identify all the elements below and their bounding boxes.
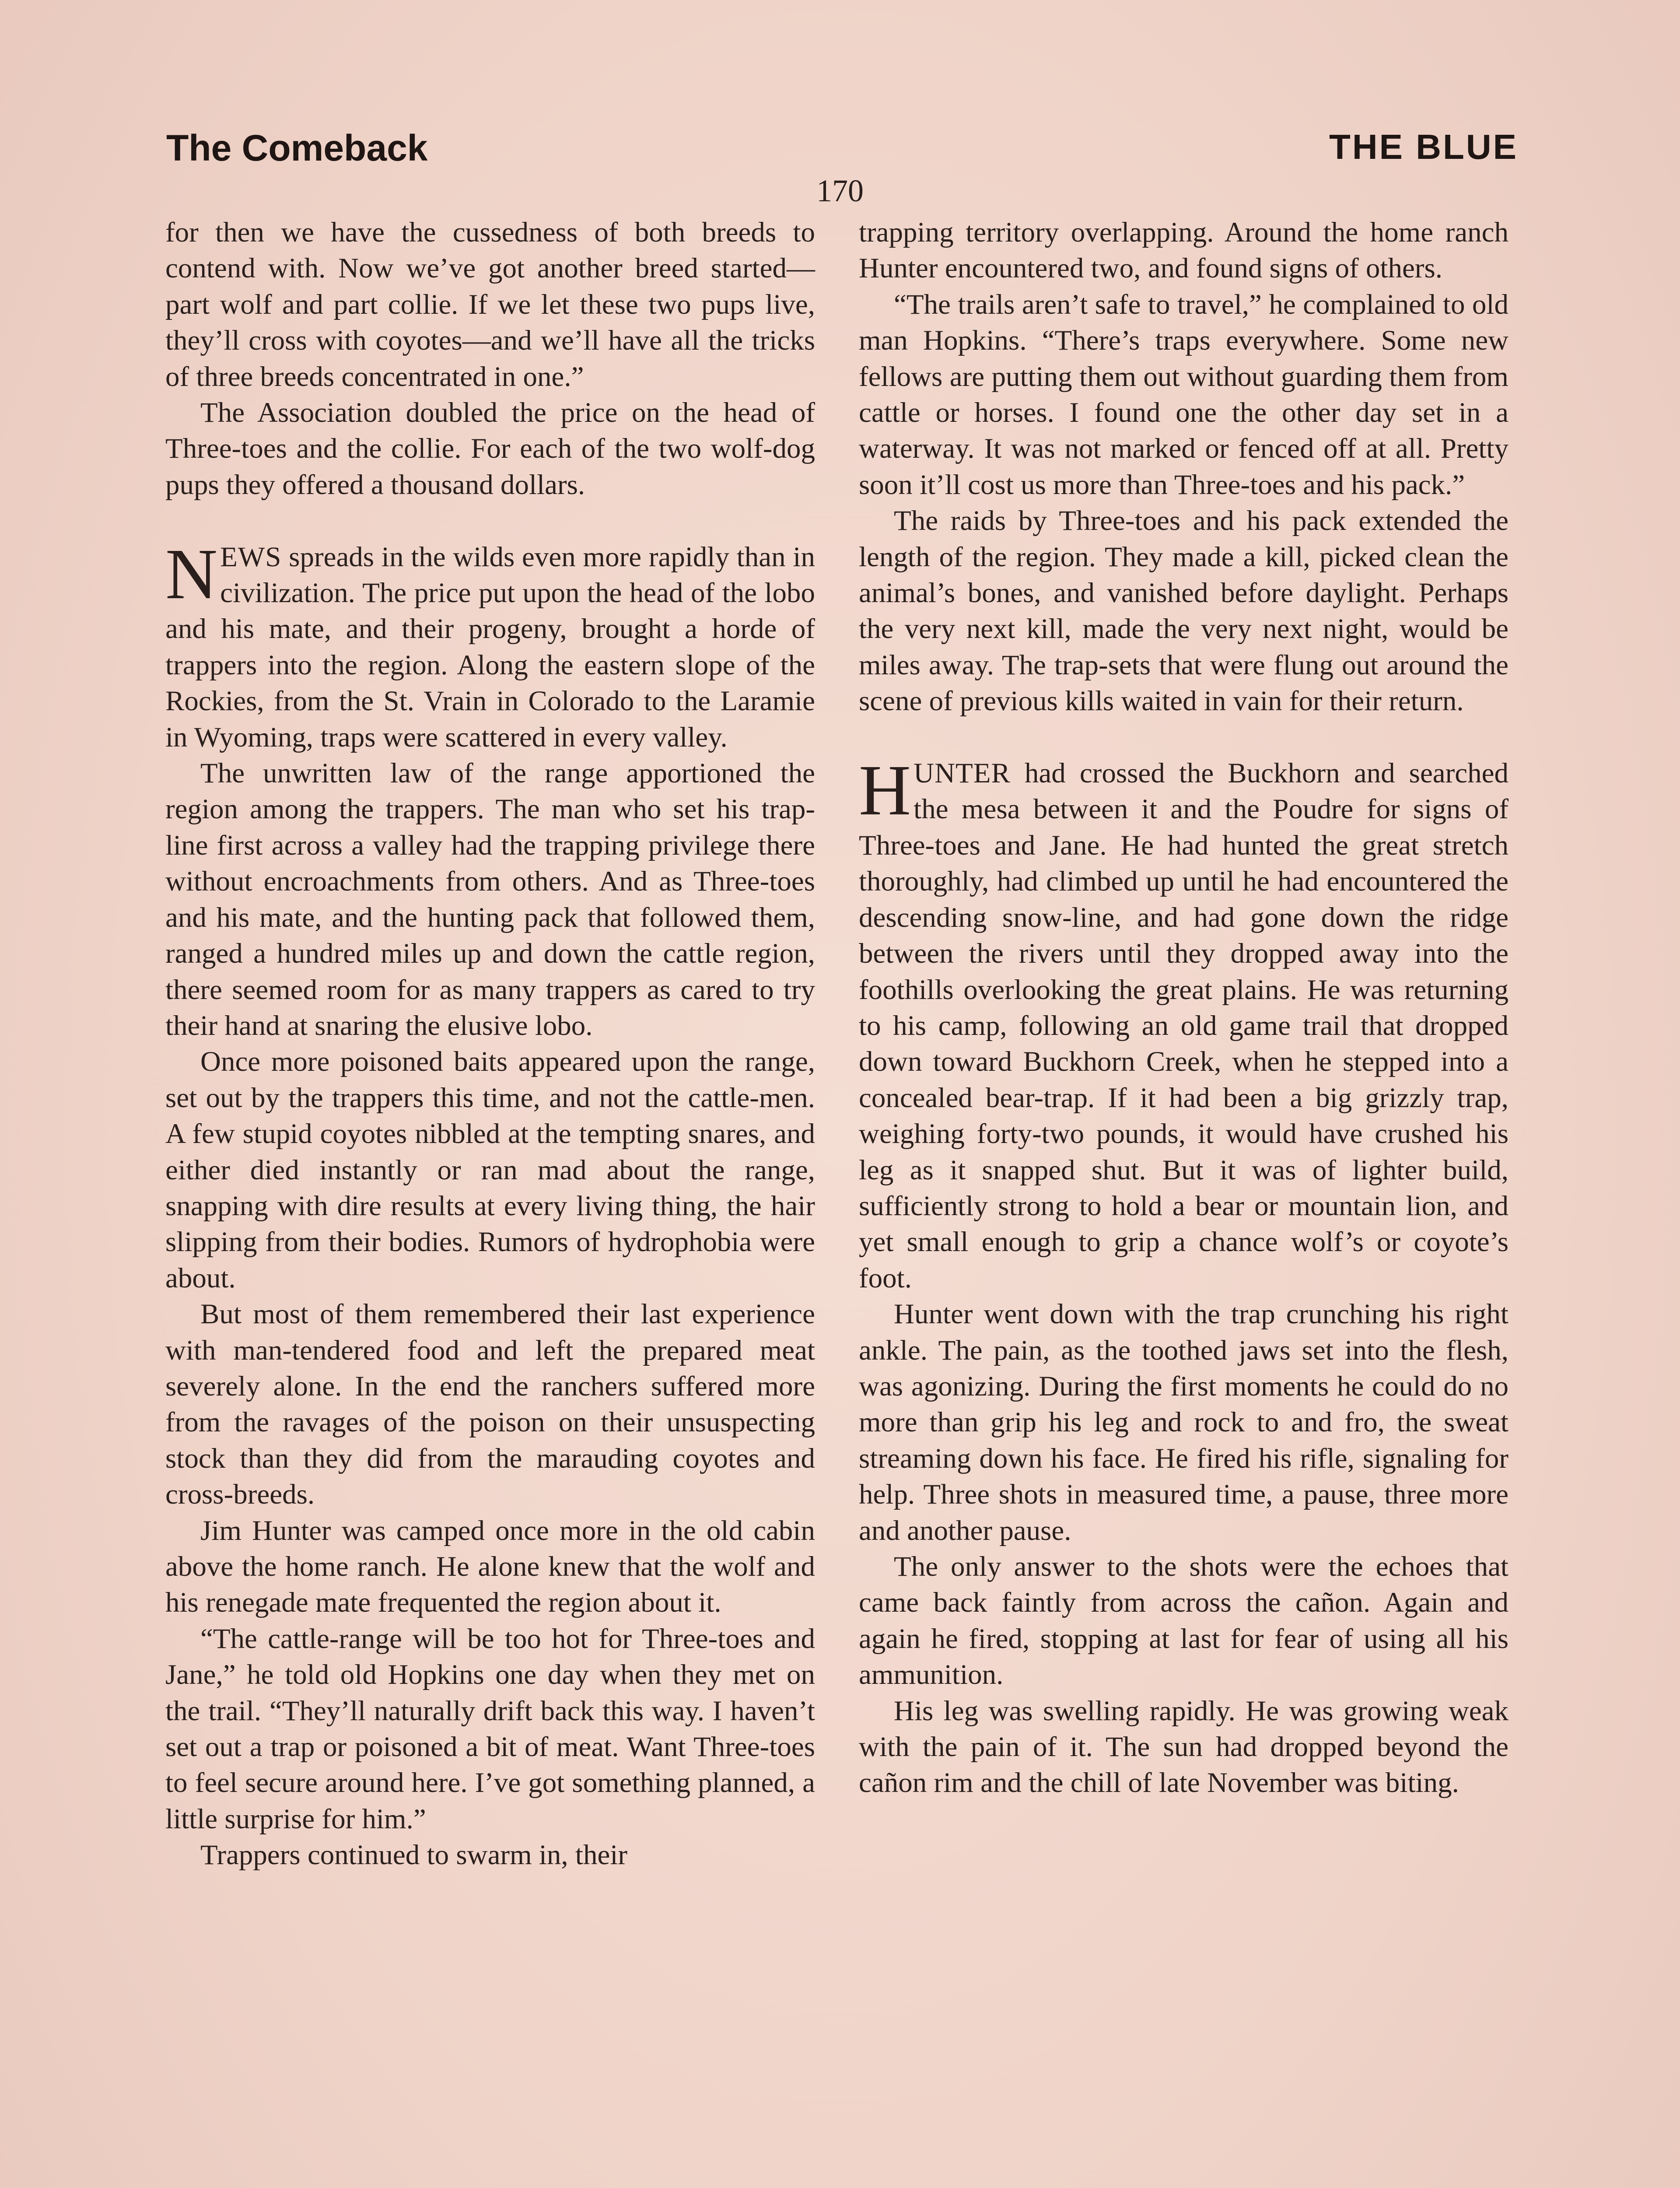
left-column bbox=[165, 214, 815, 1873]
paragraph: The Association doubled the price on the head of Three-toes and the collie. For each of the two wolf-dog pups they offered a thousand dollars. bbox=[165, 397, 815, 501]
paragraph: The unwritten law of the range apportioned the region among the trappers. The man who set his trap-line first across a valley had the trapping privilege there without encroachments from others. And as Three-toes and his mate, and the hunting pack that followed them, ranged a hundred miles up and down the cattle region, there seemed room for as many trappers as cared to try their hand at snaring the elusive lobo. bbox=[165, 757, 815, 1041]
paragraph: Hunter went down with the trap crunching his right ankle. The pain, as the toothed jaws set into the flesh, was agonizing. During the first moments he could do no more than grip his leg and rock to and fro, the sweat streaming down his face. He fired his rifle, signaling for help. Three shots in measured time, a pause, three more and another pause. bbox=[859, 1298, 1508, 1546]
paragraph: The raids by Three-toes and his pack extended the length of the region. They made a kill, picked clean the animal’s bones, and vanished before daylight. Perhaps the very next kill, made the very next night, would be miles away. The trap-sets that were flung out around the scene of previous kills waited in vain for their return. bbox=[859, 505, 1508, 717]
paragraph: trapping territory overlapping. Around the home ranch Hunter encountered two, and found signs of others. bbox=[859, 217, 1508, 284]
story-title: The Comeback bbox=[166, 127, 428, 168]
page-number: 170 bbox=[816, 173, 864, 208]
paragraph: Trappers continued to swarm in, their bbox=[200, 1839, 628, 1871]
drop-cap: N bbox=[165, 533, 218, 614]
magazine-title: THE BLUE bbox=[1329, 127, 1518, 166]
small-caps-lead: UNTER bbox=[914, 757, 1011, 789]
paragraph: “The cattle-range will be too hot for Three-toes and Jane,” he told old Hopkins one day when they met on the trail. “They’ll naturally drift back this way. I haven’t set out a trap or poisoned a bit of meat. Want Three-toes to feel secure around here. I’ve got something planned, a little surprise for him.” bbox=[165, 1623, 815, 1835]
paragraph-dropcap bbox=[859, 750, 1508, 1296]
paragraph-text: had crossed the Buckhorn and searched the mesa between it and the Poudre for signs of Three-toes and Jane. He had hunted the great stretch thoroughly, had climbed up until he had encountered the descending snow-line, and had gone down the ridge between the rivers until they dropped away into the foothills overlooking the great plains. He was returning to his camp, following an old game trail that dropped down toward Buckhorn Creek, when he stepped into a concealed bear-trap. If it had been a big grizzly trap, weighing forty-two pounds, it would have crushed his leg as it snapped shut. But it was of lighter build, sufficiently strong to hold a bear or mountain lion, and yet small enough to grip a chance wolf’s or coyote’s foot. bbox=[859, 757, 1508, 1294]
paragraph: “The trails aren’t safe to travel,” he complained to old man Hopkins. “There’s traps everywhere. Some new fellows are putting them out without guarding them from cattle or horses. I found one the other day set in a waterway. It was not marked or fenced off at all. Pretty soon it’ll cost us more than Three-toes and his pack.” bbox=[859, 288, 1508, 501]
paragraph: The only answer to the shots were the echoes that came back faintly from across the cañon. Again and again he fired, stopping at last for fear of using all his ammunition. bbox=[859, 1551, 1508, 1691]
paragraph: Once more poisoned baits appeared upon the range, set out by the trappers this time, and not the cattle-men. A few stupid coyotes nibbled at the tempting snares, and either died instantly or ran mad about the range, snapping with dire results at every living thing, the hair slipping from their bodies. Rumors of hydrophobia were about. bbox=[165, 1046, 815, 1294]
small-caps-lead: EWS bbox=[220, 541, 282, 573]
right-column bbox=[859, 214, 1508, 1801]
paragraph-dropcap bbox=[165, 533, 815, 755]
paragraph: Jim Hunter was camped once more in the old cabin above the home ranch. He alone knew that the wolf and his renegade mate frequented the region about it. bbox=[165, 1515, 815, 1619]
paragraph: for then we have the cussedness of both breeds to contend with. Now we’ve got another breed started—part wolf and part collie. If we let these two pups live, they’ll cross with coyotes—and we’ll have all the tricks of three breeds concentrated in one.” bbox=[165, 217, 815, 393]
paragraph: But most of them remembered their last experience with man-tendered food and left the prepared meat severely alone. In the end the ranchers suffered more from the ravages of the poison on their unsuspecting stock than they did from the marauding coyotes and cross-breeds. bbox=[165, 1298, 815, 1511]
drop-cap: H bbox=[859, 750, 911, 831]
paragraph-text: spreads in the wilds even more rapidly than in civilization. The price put upon the head of the lobo and his mate, and their progeny, brought a horde of trappers into the region. Along the eastern slope of the Rockies, from the St. Vrain in Colorado to the Laramie in Wyoming, traps were scattered in every valley. bbox=[165, 541, 815, 753]
paragraph: His leg was swelling rapidly. He was growing weak with the pain of it. The sun had dropped beyond the cañon rim and the chill of late November was biting. bbox=[859, 1695, 1508, 1799]
